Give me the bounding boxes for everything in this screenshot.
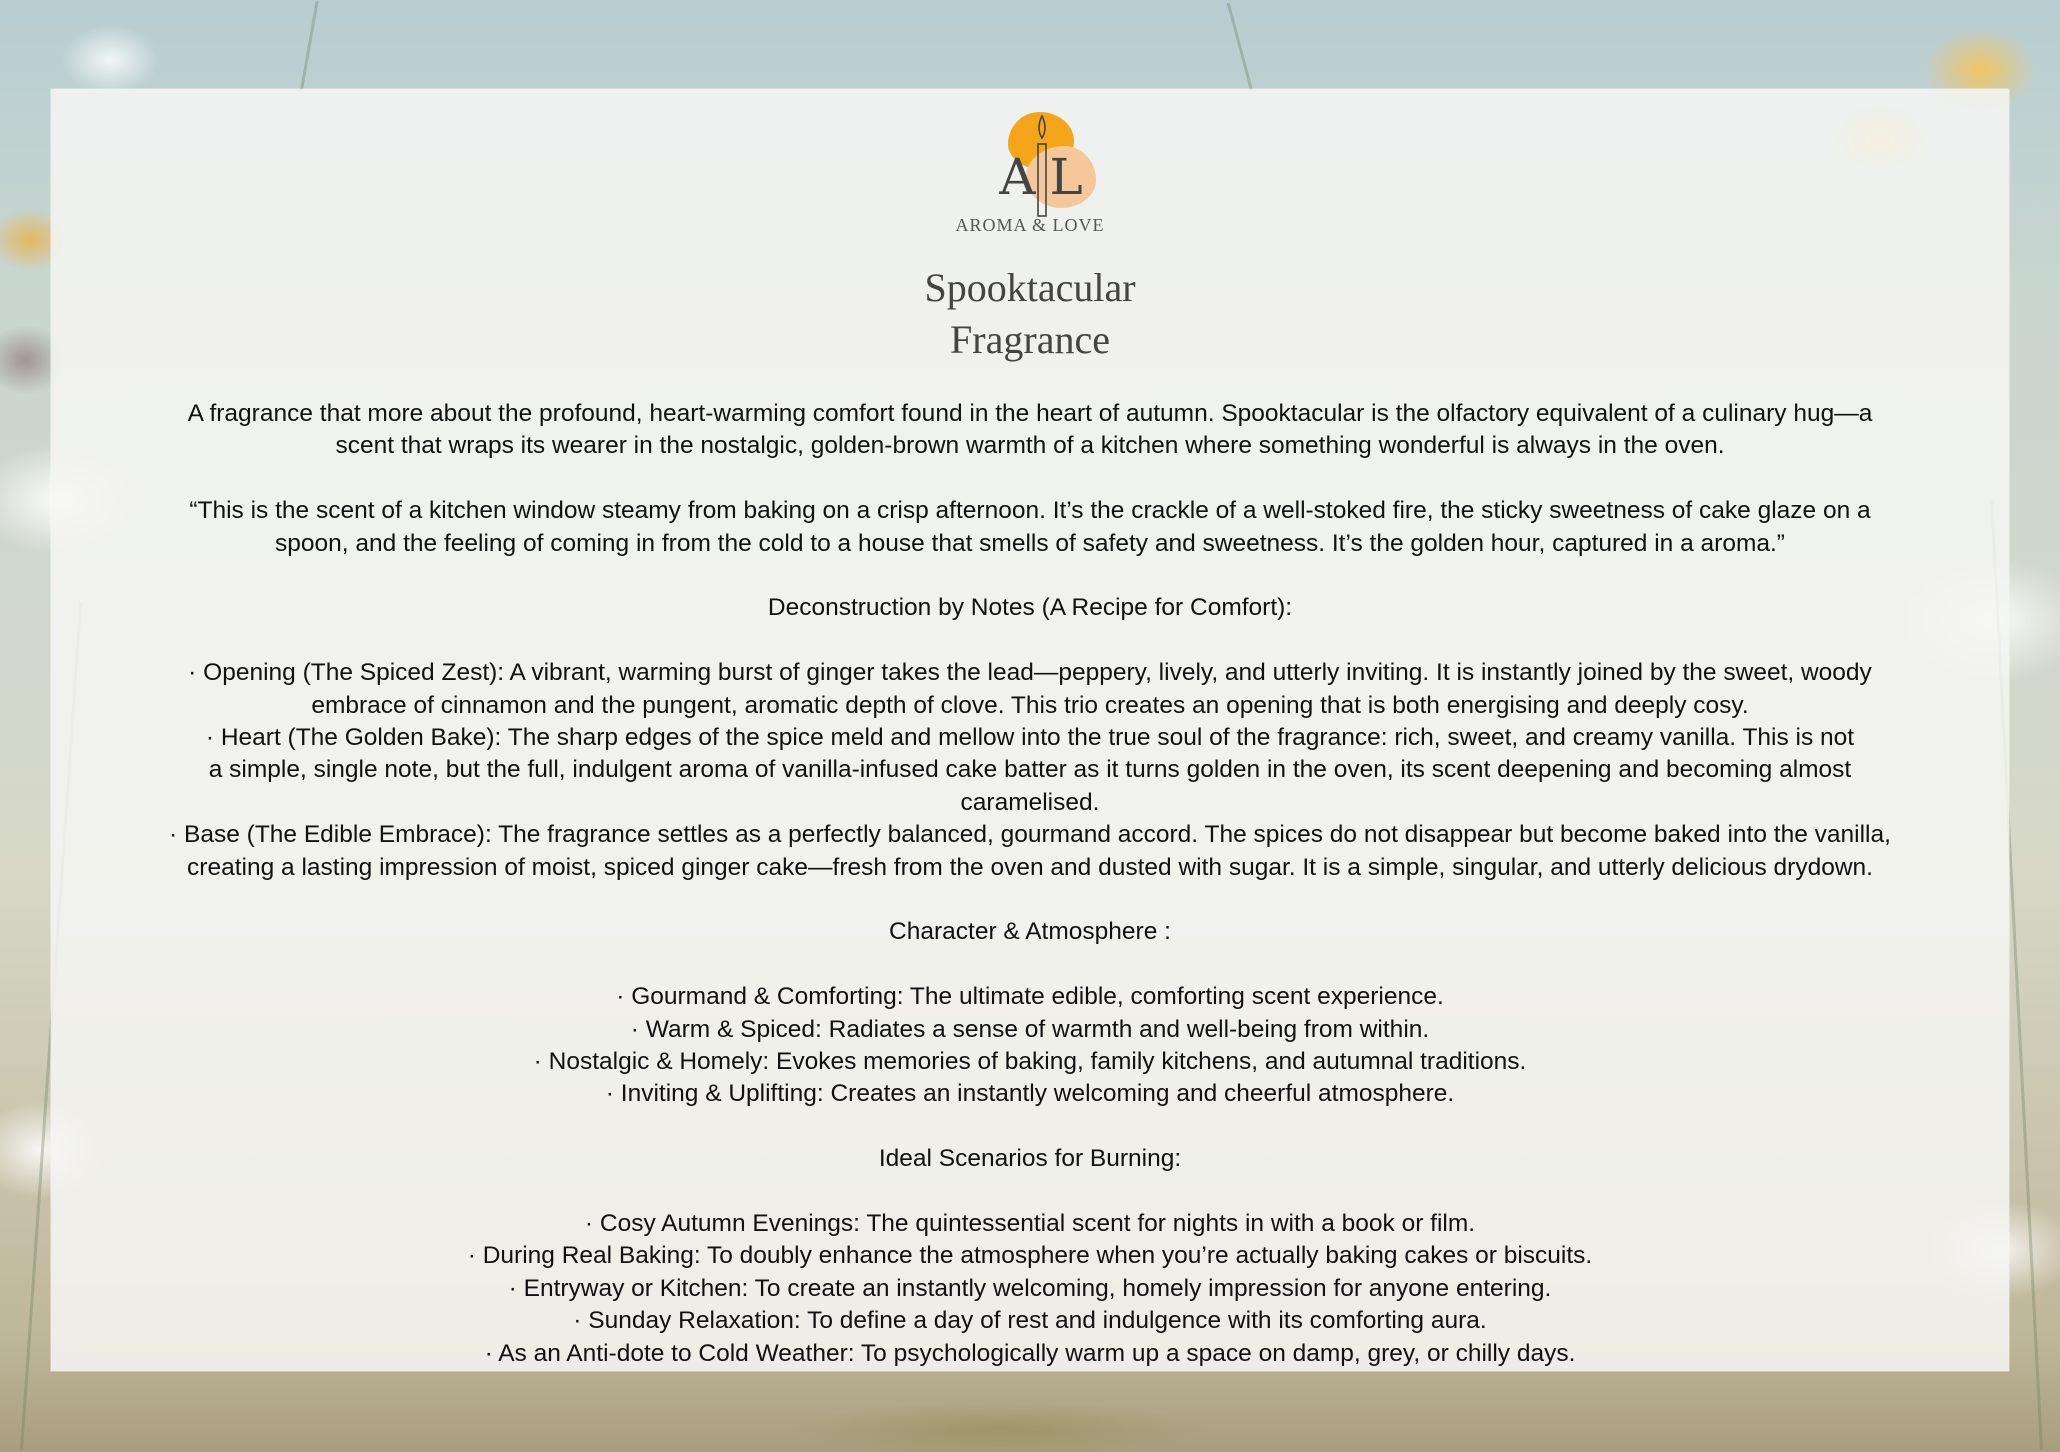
notes-line: caramelised.	[960, 788, 1100, 816]
character-item: · Inviting & Uplifting: Creates an instantly welcoming and cheerful atmosphere.	[605, 1080, 1455, 1108]
intro-line: A fragrance that more about the profound, heart-warming comfort found in the heart of autumn. Spooktacular is the olfactory equivalent of a culinary hug—a	[187, 400, 1873, 427]
scenario-item: · Entryway or Kitchen: To create an instantly welcoming, homely impression for anyone entering.	[508, 1274, 1552, 1302]
scenario-item: · Cosy Autumn Evenings: The quintessential scent for nights in with a book or film.	[584, 1210, 1476, 1238]
notes-line: embrace of cinnamon and the pungent, aromatic depth of clove. This trio creates an opening that is both energising and deeply cosy.	[311, 691, 1749, 719]
scenario-item: · During Real Baking: To doubly enhance the atmosphere when you’re actually baking cakes or biscuits.	[467, 1242, 1593, 1270]
scenario-item: · As an Anti-dote to Cold Weather: To psychologically warm up a space on damp, grey, or chilly days.	[484, 1339, 1576, 1367]
brand-name: AROMA & LOVE	[955, 215, 1105, 235]
character-item: · Gourmand & Comforting: The ultimate edible, comforting scent experience.	[616, 983, 1444, 1011]
background-stem	[1227, 3, 1253, 91]
notes-line: · Base (The Edible Embrace): The fragrance settles as a perfectly balanced, gourmand accord. The spices do not disappear but become baked into the vanilla,	[169, 821, 1891, 849]
description-body	[75, 398, 1985, 1370]
scenarios-heading: Ideal Scenarios for Burning:	[878, 1145, 1182, 1173]
notes-heading: Deconstruction by Notes (A Recipe for Comfort):	[767, 594, 1293, 622]
quote-line: spoon, and the feeling of coming in from the cold to a house that smells of safety and sweetness. It’s the golden hour, captured in a aroma.”	[275, 529, 1785, 557]
quote-line: “This is the scent of a kitchen window steamy from baking on a crisp afternoon. It’s the crackle of a well-stoked fire, the sticky sweetness of cake glaze on a	[189, 497, 1871, 525]
notes-line: a simple, single note, but the full, indulgent aroma of vanilla-infused cake batter as it turns golden in the oven, its scent deepening and becoming almost	[208, 756, 1852, 784]
brand-logo	[930, 108, 1130, 243]
notes-line: · Opening (The Spiced Zest): A vibrant, warming burst of ginger takes the lead—peppery, lively, and utterly inviting. It is instantly joined by the sweet, woody	[188, 659, 1872, 687]
scenario-item: · Sunday Relaxation: To define a day of rest and indulgence with its comforting aura.	[573, 1307, 1487, 1335]
intro-line: scent that wraps its wearer in the nostalgic, golden-brown warmth of a kitchen where something wonderful is always in the oven.	[335, 432, 1725, 460]
character-heading: Character & Atmosphere :	[889, 918, 1171, 946]
page-title	[780, 262, 1280, 366]
title-line: Fragrance	[950, 317, 1110, 362]
notes-line: · Heart (The Golden Bake): The sharp edges of the spice meld and mellow into the true soul of the fragrance: rich, sweet, and creamy vanilla. This is not	[205, 724, 1855, 752]
background-stem	[300, 1, 319, 90]
notes-line: creating a lasting impression of moist, spiced ginger cake—fresh from the oven and dusted with sugar. It is a simple, singular, and utterly delicious drydown.	[187, 853, 1873, 881]
character-item: · Nostalgic & Homely: Evokes memories of baking, family kitchens, and autumnal traditions.	[533, 1048, 1527, 1076]
character-item: · Warm & Spiced: Radiates a sense of warmth and well-being from within.	[630, 1015, 1430, 1043]
title-line: Spooktacular	[924, 265, 1136, 310]
logo-initials: AL	[999, 148, 1097, 206]
